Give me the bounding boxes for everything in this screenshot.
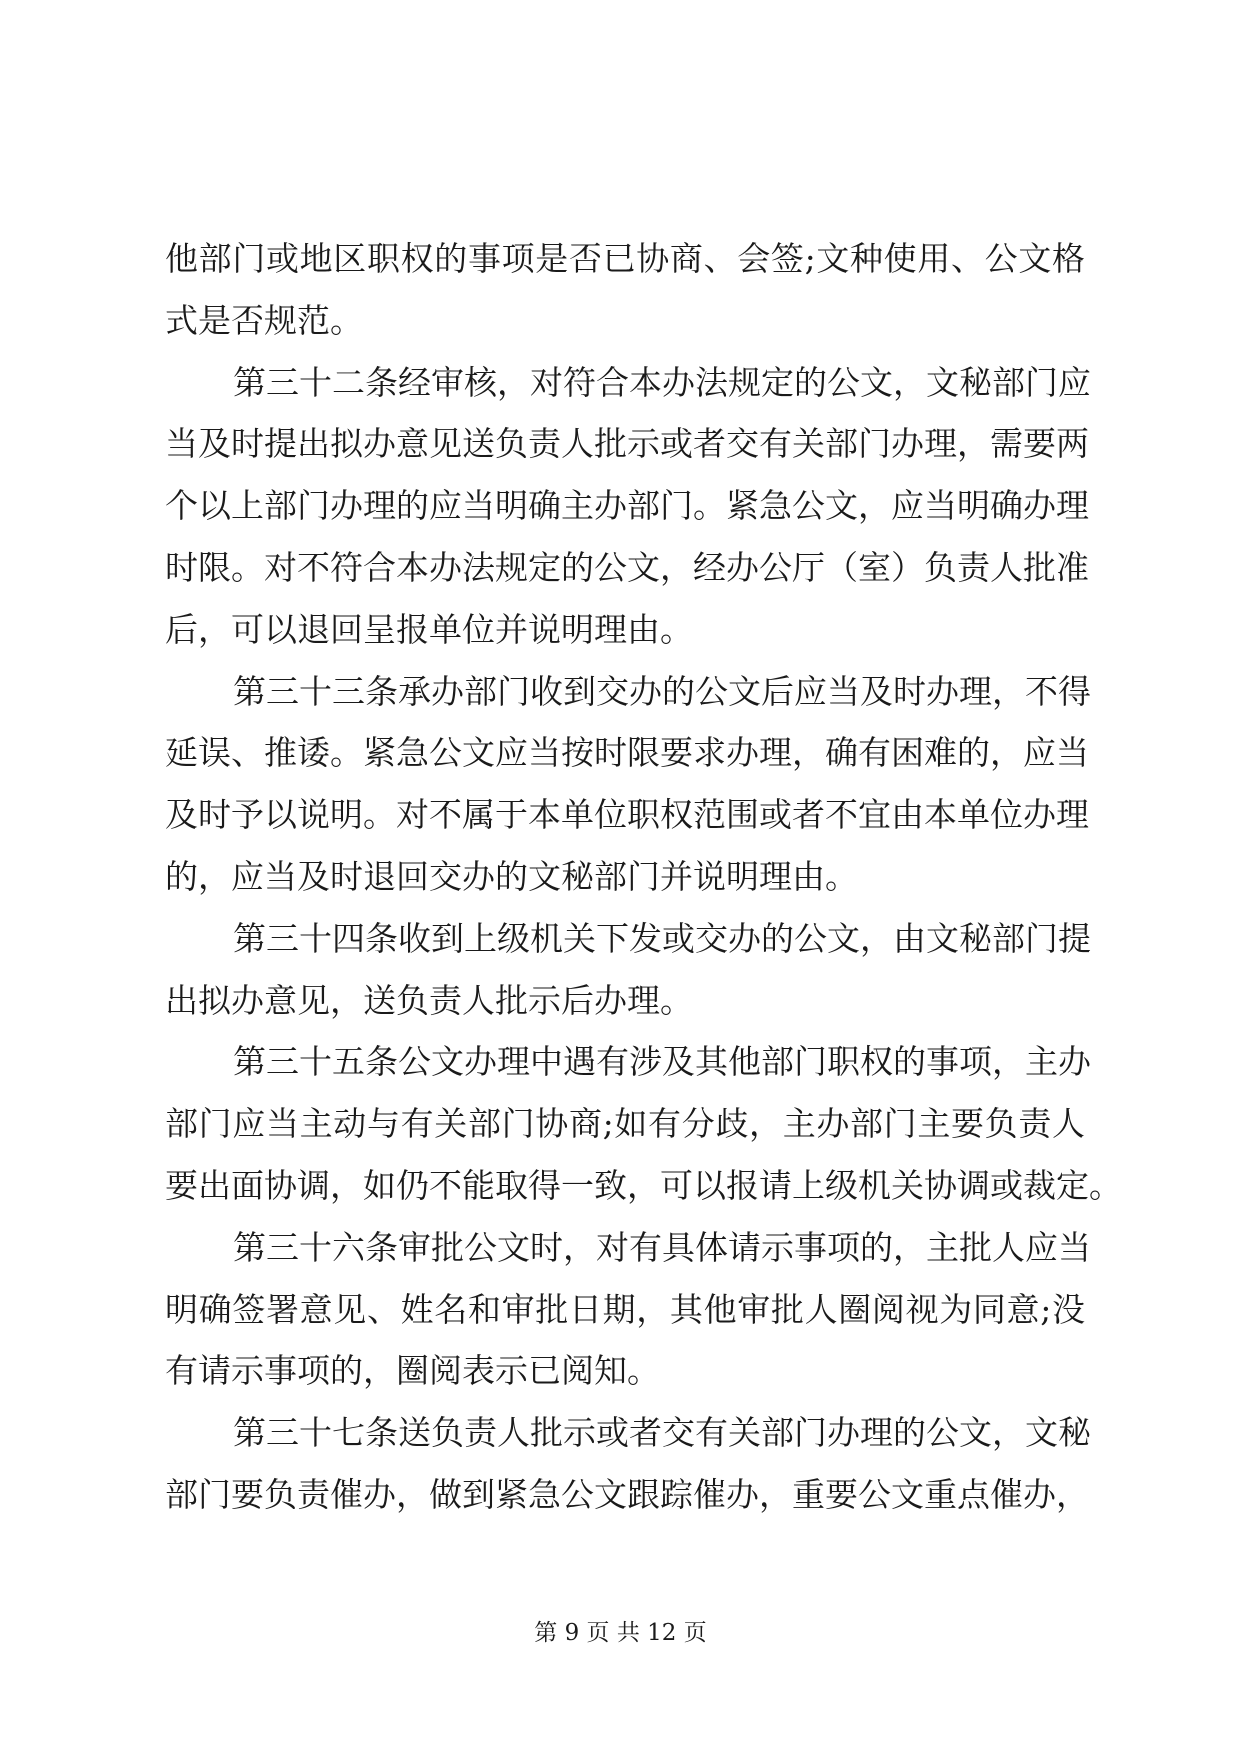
paragraph-line: 个以上部门办理的应当明确主办部门。紧急公文，应当明确办理 xyxy=(165,486,1089,526)
paragraph xyxy=(165,228,1085,352)
paragraph xyxy=(165,352,1091,661)
paragraph xyxy=(165,1402,1091,1526)
paragraph-line: 及时予以说明。对不属于本单位职权范围或者不宜由本单位办理 xyxy=(165,795,1089,835)
paragraph xyxy=(165,1217,1091,1402)
paragraph-line: 的，应当及时退回交办的文秘部门并说明理由。 xyxy=(165,856,858,896)
paragraph-line: 第三十七条送负责人批示或者交有关部门办理的公文，文秘 xyxy=(233,1413,1091,1453)
paragraph-line: 要出面协调，如仍不能取得一致，可以报请上级机关协调或裁定。 xyxy=(165,1165,1122,1205)
paragraph-line: 第三十六条审批公文时，对有具体请示事项的，主批人应当 xyxy=(233,1227,1091,1267)
paragraph-line: 式是否规范。 xyxy=(165,300,363,340)
paragraph-line: 第三十四条收到上级机关下发或交办的公文，由文秘部门提 xyxy=(233,918,1091,958)
paragraph-line: 有请示事项的，圈阅表示已阅知。 xyxy=(165,1351,660,1391)
paragraph-line: 第三十五条公文办理中遇有涉及其他部门职权的事项，主办 xyxy=(233,1042,1091,1082)
paragraph xyxy=(165,661,1091,908)
paragraph-line: 延误、推诿。紧急公文应当按时限要求办理，确有困难的，应当 xyxy=(165,733,1089,773)
paragraph xyxy=(165,1031,1122,1216)
paragraph-line: 第三十二条经审核，对符合本办法规定的公文，文秘部门应 xyxy=(233,362,1091,402)
paragraph-line: 出拟办意见，送负责人批示后办理。 xyxy=(165,980,693,1020)
paragraph xyxy=(165,908,1091,1032)
paragraph-line: 他部门或地区职权的事项是否已协商、会签;文种使用、公文格 xyxy=(165,239,1085,278)
paragraph-line: 后，可以退回呈报单位并说明理由。 xyxy=(165,609,693,649)
paragraph-line: 部门应当主动与有关部门协商;如有分歧，主办部门主要负责人 xyxy=(165,1104,1085,1144)
paragraph-line: 当及时提出拟办意见送负责人批示或者交有关部门办理，需要两 xyxy=(165,424,1089,464)
paragraph-line: 部门要负责催办，做到紧急公文跟踪催办，重要公文重点催办， xyxy=(165,1474,1089,1514)
paragraph-line: 明确签署意见、姓名和审批日期，其他审批人圈阅视为同意;没 xyxy=(165,1289,1085,1329)
document-body xyxy=(165,228,1122,1526)
page-footer: 第 9 页 共 12 页 xyxy=(534,1620,707,1646)
paragraph-line: 第三十三条承办部门收到交办的公文后应当及时办理，不得 xyxy=(233,671,1091,711)
paragraph-line: 时限。对不符合本办法规定的公文，经办公厅（室）负责人批准 xyxy=(165,547,1089,587)
